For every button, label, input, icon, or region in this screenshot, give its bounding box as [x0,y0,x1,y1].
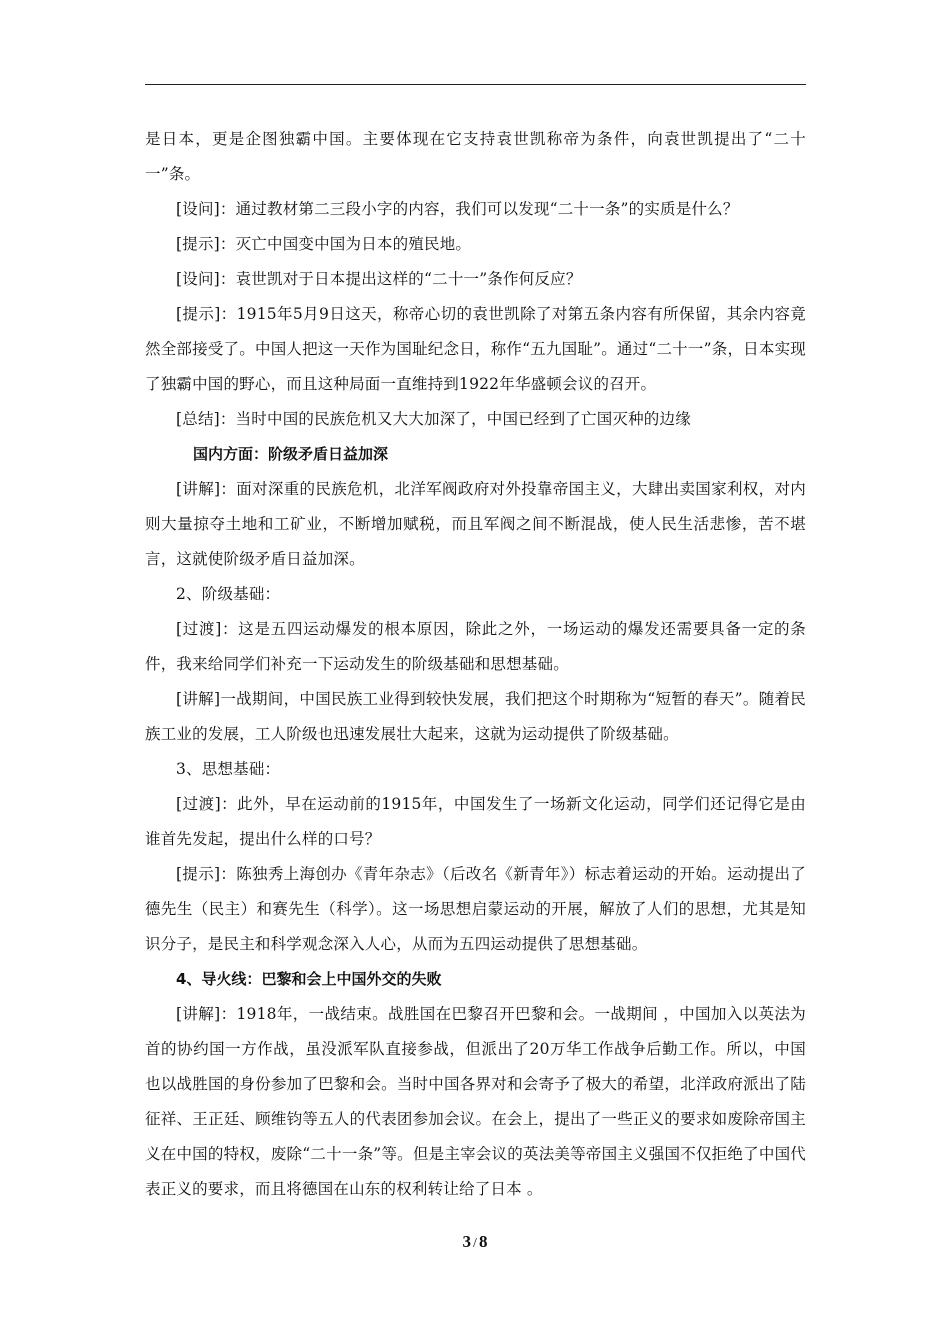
page-number [0,1232,950,1252]
document-body [145,122,806,1207]
paragraph-hint-colony: [提示]：灭亡中国变中国为日本的殖民地。 [176,235,472,253]
subheading-class-basis: 2、阶级基础： [176,585,281,603]
paragraph-question-essence: [设问]：通过教材第二三段小字的内容，我们可以发现“二十一条”的实质是什么？ [176,200,739,218]
header-rule [145,84,806,85]
paragraph-question-reaction: [设问]：袁世凯对于日本提出这样的“二十一”条作何反应？ [176,270,582,288]
paragraph-hint-may-ninth: [提示]：1915年5月9日这天，称帝心切的袁世凯除了对第五条内容有所保留，其余内容竟然全部接受了。中国人把这一天作为国耻纪念日，称作“五九国耻”。通过“二十一”条，日本实现了独霸中国的野心，而且这种局面一直维持到1922年华盛顿会议的召开。 [145,305,806,393]
paragraph-1: 是日本，更是企图独霸中国。主要体现在它支持袁世凯称帝为条件，向袁世凯提出了“二十一”条。 [145,130,806,183]
paragraph-lecture-paris: [讲解]：1918年，一战结束。战胜国在巴黎召开巴黎和会。一战期间 ，中国加入以英法为首的协约国一方作战，虽没派军队直接参战，但派出了20万华工作战争后勤工作。所以，中国也以战胜国的身份参加了巴黎和会。当时中国各界对和会寄予了极大的希望，北洋政府派出了陆征祥、王正廷、顾维钧等五人的代表团参加会议。在会上，提出了一些正义的要求如废除帝国主义在中国的特权，废除“二十一条”等。但是主宰会议的英法美等帝国主义强国不仅拒绝了中国代表正义的要求，而且将德国在山东的权利转让给了日本 。 [145,1005,806,1198]
total-pages: 8 [478,1232,488,1251]
paragraph-lecture-industry: [讲解]一战期间，中国民族工业得到较快发展，我们把这个时期称为“短暂的春天”。随着民族工业的发展，工人阶级也迅速发展壮大起来，这就为运动提供了阶级基础。 [145,690,806,743]
paragraph-transition-new-culture: [过渡]：此外，早在运动前的1915年，中国发生了一场新文化运动，同学们还记得它是由谁首先发起，提出什么样的口号？ [145,795,806,848]
paragraph-summary: [总结]：当时中国的民族危机又大大加深了，中国已经到了亡国灭种的边缘 [176,410,691,428]
page-separator: / [473,1236,477,1251]
subheading-ideological-basis: 3、思想基础： [176,760,281,778]
heading-fuse: 4、导火线：巴黎和会上中国外交的失败 [176,970,442,988]
paragraph-hint-new-youth: [提示]：陈独秀上海创办《青年杂志》（后改名《新青年》）标志着运动的开始。运动提出了德先生（民主）和赛先生（科学）。这一场思想启蒙运动的开展，解放了人们的思想，尤其是知识分子，是民主和科学观念深入人心，从而为五四运动提供了思想基础。 [145,865,806,953]
paragraph-transition-conditions: [过渡]：这是五四运动爆发的根本原因，除此之外，一场运动的爆发还需要具备一定的条件，我来给同学们补充一下运动发生的阶级基础和思想基础。 [145,620,806,673]
paragraph-lecture-warlords: [讲解]：面对深重的民族危机，北洋军阀政府对外投靠帝国主义，大肆出卖国家利权，对内则大量掠夺土地和工矿业，不断增加赋税，而且军阀之间不断混战，使人民生活悲惨，苦不堪言，这就使阶级矛盾日益加深。 [145,480,806,568]
heading-domestic: 国内方面：阶级矛盾日益加深 [193,445,389,463]
current-page: 3 [462,1232,472,1251]
